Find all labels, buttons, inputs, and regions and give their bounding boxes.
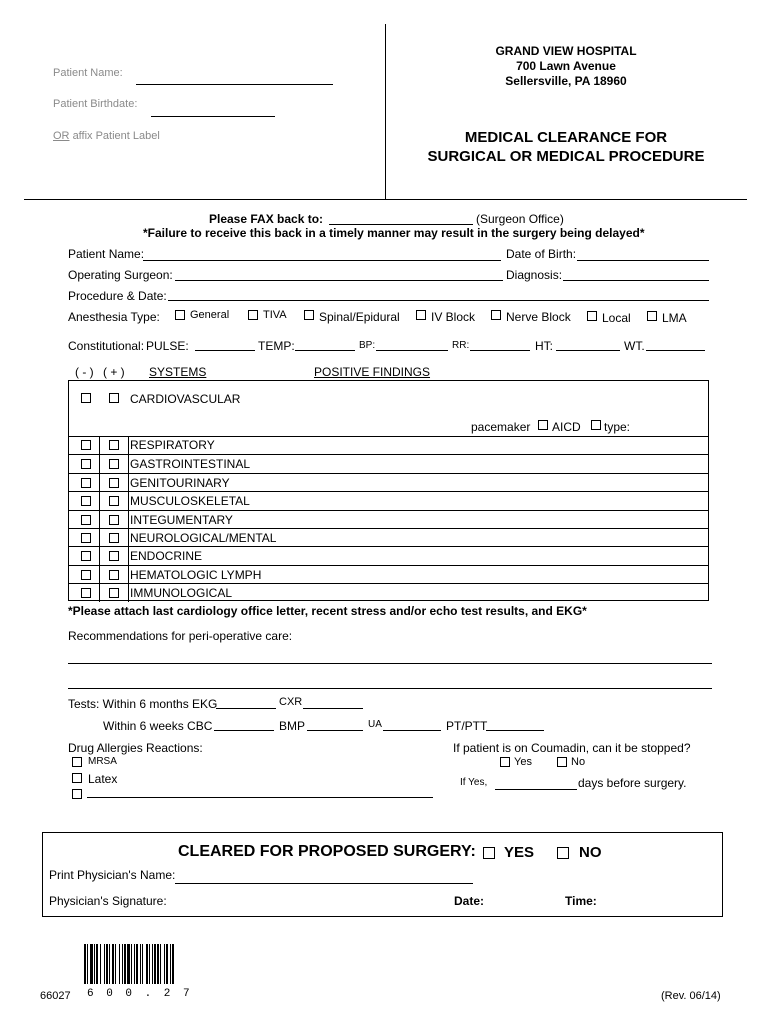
system-neg-checkbox[interactable] xyxy=(81,515,91,525)
surgeon-line[interactable] xyxy=(175,280,503,281)
barcode-bar xyxy=(136,944,138,984)
ekg-line[interactable] xyxy=(216,708,276,709)
systems-header: SYSTEMS xyxy=(149,365,207,379)
system-label: IMMUNOLOGICAL xyxy=(130,586,233,601)
barcode-bar xyxy=(90,944,93,984)
diagnosis-line[interactable] xyxy=(563,280,709,281)
nerve-block-label: Nerve Block xyxy=(506,310,571,324)
latex-label: Latex xyxy=(88,772,118,786)
signature-label: Physician's Signature: xyxy=(49,894,167,908)
barcode-bar xyxy=(122,944,123,984)
systems-column-divider xyxy=(99,436,100,602)
print-name-label: Print Physician's Name: xyxy=(49,868,176,882)
bp-label: BP: xyxy=(359,340,376,351)
revision: (Rev. 06/14) xyxy=(661,990,721,1002)
lma-label: LMA xyxy=(662,311,687,325)
recommendations-line-2[interactable] xyxy=(68,688,712,689)
barcode-bar xyxy=(127,944,130,984)
barcode-bar xyxy=(157,944,159,984)
system-row xyxy=(69,436,708,454)
coumadin-days-line[interactable] xyxy=(495,789,577,790)
ht-line[interactable] xyxy=(556,350,620,351)
dob-label: Date of Birth: xyxy=(506,247,577,261)
coumadin-no-label: No xyxy=(571,756,586,768)
fax-label: Please FAX back to: xyxy=(209,212,324,226)
patient-name-line[interactable] xyxy=(136,84,333,85)
barcode-bar xyxy=(166,944,168,984)
fax-warning: *Failure to receive this back in a timely manner may result in the surgery being delayed* xyxy=(143,226,645,240)
hospital-name: GRAND VIEW HOSPITAL xyxy=(495,44,637,58)
aicd-label: AICD xyxy=(552,420,581,434)
header-bottom-rule xyxy=(24,199,747,200)
attach-note: *Please attach last cardiology office letter, recent stress and/or echo test results, and EKG* xyxy=(68,604,587,618)
system-row xyxy=(69,565,708,583)
nerve-block-checkbox[interactable] xyxy=(491,310,501,320)
barcode-bar xyxy=(152,944,153,984)
surgeon-label: Operating Surgeon: xyxy=(68,268,173,282)
system-pos-checkbox[interactable] xyxy=(109,515,119,525)
system-pos-checkbox[interactable] xyxy=(109,533,119,543)
barcode-bar xyxy=(131,944,132,984)
cxr-line[interactable] xyxy=(303,708,363,709)
barcode-bar xyxy=(134,944,135,984)
barcode-bar xyxy=(149,944,150,984)
system-pos-checkbox[interactable] xyxy=(109,496,119,506)
form-number: 66027 xyxy=(40,990,71,1002)
type-label: type: xyxy=(604,420,631,434)
other-allergy-checkbox[interactable] xyxy=(72,789,82,799)
patient-name-field-line[interactable] xyxy=(143,260,501,261)
system-row xyxy=(69,491,708,509)
procedure-line[interactable] xyxy=(168,300,709,301)
pacemaker-label: pacemaker xyxy=(471,420,531,434)
system-label: MUSCULOSKELETAL xyxy=(130,494,250,509)
fax-line[interactable] xyxy=(329,224,473,225)
latex-checkbox[interactable] xyxy=(72,773,82,783)
coumadin-days-label: days before surgery. xyxy=(578,776,687,790)
system-row xyxy=(69,528,708,546)
barcode-bar xyxy=(109,944,110,984)
ht-label: HT: xyxy=(535,339,553,353)
print-name-line[interactable] xyxy=(175,883,473,884)
lma-checkbox[interactable] xyxy=(647,311,657,321)
hospital-city: Sellersville, PA 18960 xyxy=(505,74,627,88)
barcode-bar xyxy=(124,944,126,984)
coumadin-yes-label: Yes xyxy=(514,756,532,768)
systems-column-divider xyxy=(128,436,129,602)
system-label: HEMATOLOGIC LYMPH xyxy=(130,567,262,582)
patient-name-field-label: Patient Name: xyxy=(68,247,145,261)
header-divider xyxy=(385,24,386,199)
cleared-no-checkbox[interactable] xyxy=(557,847,569,859)
general-label: General xyxy=(190,309,230,321)
wt-label: WT. xyxy=(624,339,645,353)
or-label: OR xyxy=(53,130,70,142)
aicd-checkbox[interactable] xyxy=(538,420,548,430)
barcode-bar xyxy=(104,944,105,984)
pt-label: PT/PTT xyxy=(446,719,488,733)
barcode-bar xyxy=(172,944,174,984)
tests-row2-label: Within 6 weeks CBC xyxy=(103,719,213,733)
barcode-bar xyxy=(119,944,120,984)
dob-line[interactable] xyxy=(577,260,709,261)
coumadin-ifyes-label: If Yes, xyxy=(460,777,488,788)
spinal-label: Spinal/Epidural xyxy=(319,310,400,324)
system-neg-checkbox[interactable] xyxy=(81,440,91,450)
hospital-street: 700 Lawn Avenue xyxy=(516,59,616,73)
barcode-bar xyxy=(164,944,165,984)
affix-label: affix Patient Label xyxy=(72,130,160,142)
surgeon-office-label: (Surgeon Office) xyxy=(476,212,564,226)
findings-header: POSITIVE FINDINGS xyxy=(314,365,431,379)
mrsa-label: MRSA xyxy=(88,756,117,767)
tiva-label: TIVA xyxy=(263,309,287,321)
procedure-label: Procedure & Date: xyxy=(68,289,167,303)
system-pos-checkbox[interactable] xyxy=(109,551,119,561)
barcode-bar xyxy=(140,944,141,984)
barcode-bar xyxy=(100,944,101,984)
barcode-bar xyxy=(84,944,86,984)
cxr-label: CXR xyxy=(279,696,303,708)
type-checkbox[interactable] xyxy=(591,420,601,430)
system-label: ENDOCRINE xyxy=(130,549,203,564)
system-label: NEUROLOGICAL/MENTAL xyxy=(130,531,277,545)
general-checkbox[interactable] xyxy=(175,310,185,320)
system-pos-checkbox[interactable] xyxy=(109,570,119,580)
barcode xyxy=(84,944,200,986)
system-pos-checkbox[interactable] xyxy=(109,478,119,488)
clearance-box xyxy=(42,832,723,917)
barcode-text: 6 0 0 . 2 7 xyxy=(87,988,193,1000)
systems-table xyxy=(68,380,709,601)
diagnosis-label: Diagnosis: xyxy=(506,268,563,282)
system-neg-checkbox[interactable] xyxy=(81,588,91,598)
barcode-bar xyxy=(96,944,98,984)
barcode-bar xyxy=(142,944,143,984)
system-neg-checkbox[interactable] xyxy=(81,551,91,561)
clearance-title: CLEARED FOR PROPOSED SURGERY: xyxy=(178,843,476,860)
tests-row1-label: Tests: Within 6 months EKG xyxy=(68,697,218,711)
time-label: Time: xyxy=(565,894,597,908)
system-row xyxy=(69,473,708,491)
barcode-bar xyxy=(146,944,148,984)
system-neg-checkbox[interactable] xyxy=(81,496,91,506)
ivblock-checkbox[interactable] xyxy=(416,310,426,320)
cardio-neg-checkbox[interactable] xyxy=(81,393,91,403)
coumadin-question: If patient is on Coumadin, can it be stopped? xyxy=(453,741,691,755)
patient-name-label: Patient Name: xyxy=(53,67,123,79)
system-neg-checkbox[interactable] xyxy=(81,478,91,488)
system-row xyxy=(69,454,708,472)
hospital-address xyxy=(466,44,666,89)
rr-label: RR: xyxy=(452,340,470,351)
recommendations-label: Recommendations for peri-operative care: xyxy=(68,629,293,643)
mrsa-checkbox[interactable] xyxy=(72,757,82,767)
local-checkbox[interactable] xyxy=(587,311,597,321)
temp-label: TEMP: xyxy=(258,339,295,353)
ivblock-label: IV Block xyxy=(431,310,476,324)
system-neg-checkbox[interactable] xyxy=(81,459,91,469)
coumadin-no-checkbox[interactable] xyxy=(557,757,567,767)
cleared-no-label: NO xyxy=(579,844,602,861)
barcode-bar xyxy=(94,944,95,984)
bmp-label: BMP xyxy=(279,719,306,733)
cleared-yes-checkbox[interactable] xyxy=(483,847,495,859)
rr-line[interactable] xyxy=(470,350,530,351)
neg-header: ( - ) xyxy=(75,365,94,379)
system-neg-checkbox[interactable] xyxy=(81,533,91,543)
cbc-line[interactable] xyxy=(214,730,274,731)
pt-line[interactable] xyxy=(486,730,544,731)
cardio-label: CARDIOVASCULAR xyxy=(130,392,241,406)
barcode-bar xyxy=(112,944,114,984)
allergies-label: Drug Allergies Reactions: xyxy=(68,741,203,755)
recommendations-line-1[interactable] xyxy=(68,663,712,664)
cleared-yes-label: YES xyxy=(504,844,535,861)
pulse-line[interactable] xyxy=(195,350,255,351)
system-label: GENITOURINARY xyxy=(130,475,230,490)
system-label: INTEGUMENTARY xyxy=(130,512,233,527)
system-label: GASTROINTESTINAL xyxy=(130,457,251,472)
patient-birthdate-line[interactable] xyxy=(151,116,275,117)
barcode-bar xyxy=(170,944,171,984)
ua-line[interactable] xyxy=(383,730,441,731)
spinal-checkbox[interactable] xyxy=(304,310,314,320)
barcode-bar xyxy=(160,944,161,984)
barcode-bar xyxy=(87,944,88,984)
system-pos-checkbox[interactable] xyxy=(109,588,119,598)
bp-line[interactable] xyxy=(376,350,448,351)
affix-label-text xyxy=(53,130,160,142)
patient-birthdate-label: Patient Birthdate: xyxy=(53,98,138,110)
tiva-checkbox[interactable] xyxy=(248,310,258,320)
system-row xyxy=(69,546,708,564)
barcode-bar xyxy=(115,944,116,984)
system-row xyxy=(69,510,708,528)
pulse-label: PULSE: xyxy=(146,339,189,353)
form-title-line2: SURGICAL OR MEDICAL PROCEDURE xyxy=(427,148,705,165)
bmp-line[interactable] xyxy=(307,730,363,731)
date-label: Date: xyxy=(454,894,485,908)
ua-label: UA xyxy=(368,719,382,730)
wt-line[interactable] xyxy=(646,350,705,351)
barcode-bar xyxy=(106,944,108,984)
temp-line[interactable] xyxy=(295,350,355,351)
cardio-pos-checkbox[interactable] xyxy=(109,393,119,403)
form-title-line1: MEDICAL CLEARANCE FOR xyxy=(464,129,668,146)
constitutional-label: Constitutional: xyxy=(68,339,145,353)
anesthesia-label: Anesthesia Type: xyxy=(68,310,160,324)
system-row xyxy=(69,583,708,601)
pos-header: ( + ) xyxy=(103,365,125,379)
local-label: Local xyxy=(602,311,631,325)
system-pos-checkbox[interactable] xyxy=(109,440,119,450)
system-pos-checkbox[interactable] xyxy=(109,459,119,469)
form-title xyxy=(406,128,726,166)
barcode-bar xyxy=(154,944,156,984)
system-neg-checkbox[interactable] xyxy=(81,570,91,580)
coumadin-yes-checkbox[interactable] xyxy=(500,757,510,767)
system-label: RESPIRATORY xyxy=(130,438,215,452)
other-allergy-line[interactable] xyxy=(87,797,433,798)
